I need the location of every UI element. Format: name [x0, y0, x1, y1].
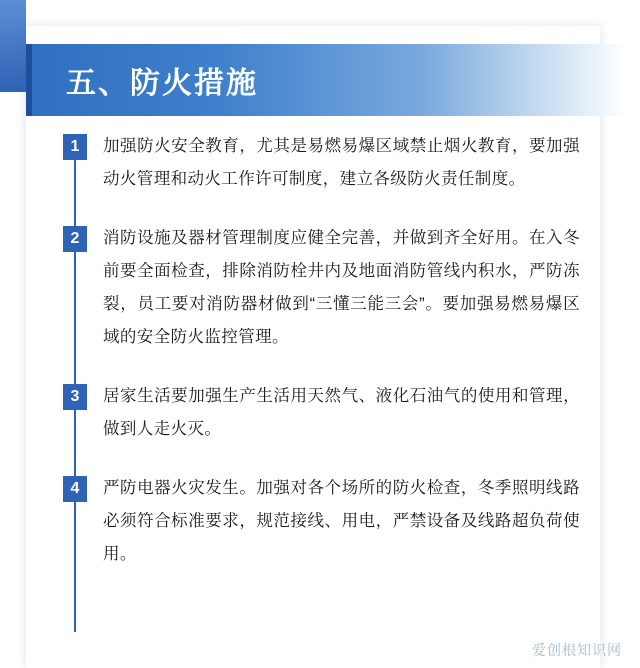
item-text: 居家生活要加强生产生活用天然气、液化石油气的使用和管理，做到人走火灭。: [103, 387, 580, 438]
section-header-banner: [26, 44, 626, 116]
measures-list: [26, 130, 600, 597]
item-number-badge: 2: [63, 226, 87, 252]
list-item: [26, 472, 600, 571]
watermark-text: 爱创根知识网: [532, 642, 622, 658]
item-text: 消防设施及器材管理制度应健全完善，并做到齐全好用。在入冬前要全面检查，排除消防栓井内及地面消防管线内积水，严防冻裂，员工要对消防器材做到“三懂三能三会”。要加强易燃易爆区域的安全防火监控管理。: [103, 229, 580, 346]
left-edge-gradient-strip: [0, 0, 26, 92]
list-item: [26, 130, 600, 196]
list-item: [26, 222, 600, 354]
item-number-badge: 4: [63, 476, 87, 502]
item-number-badge: 3: [63, 384, 87, 410]
item-number-badge: 1: [63, 134, 87, 160]
page-title: 五、防火措施: [66, 67, 258, 100]
list-item: [26, 380, 600, 446]
left-edge-body: [0, 92, 26, 668]
right-edge-body: [626, 0, 640, 668]
header-accent-bar: [26, 44, 32, 116]
item-text: 严防电器火灾发生。加强对各个场所的防火检查，冬季照明线路必须符合标准要求，规范接线、用电，严禁设备及线路超负荷使用。: [103, 479, 580, 563]
section-content: [26, 130, 600, 668]
item-text: 加强防火安全教育，尤其是易燃易爆区域禁止烟火教育，要加强动火管理和动火工作许可制度，建立各级防火责任制度。: [103, 137, 580, 188]
